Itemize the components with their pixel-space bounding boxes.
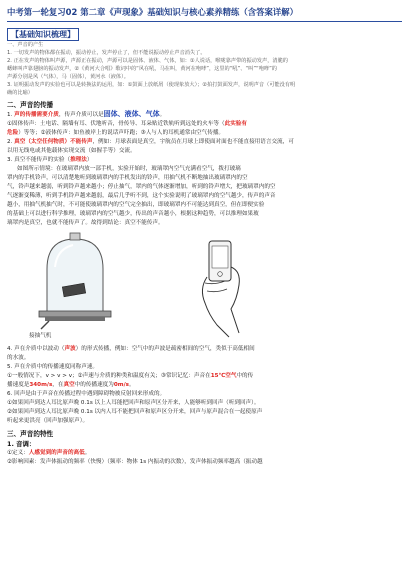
line: 6. 回声是由于声音在传播过程中遇到障碍物被反射回来形成的。 — [7, 391, 166, 397]
section-header: 【基础知识梳理】 — [7, 28, 79, 41]
section-heading-properties: 三、声音的特性 — [7, 430, 54, 438]
bell-jar-illustration — [29, 231, 121, 343]
highlight-red: 此实验有 — [224, 121, 247, 127]
text: 。 — [128, 382, 135, 388]
text: ）的形式传播，例如：空气中的声波是疏密相间的空气，类似于高低相间 — [75, 346, 255, 352]
paragraph-line: 璃罩内是真空，也就不能传声了。故得到结论：真空不能传声。 — [7, 220, 164, 226]
highlight-red: 危险 — [7, 130, 19, 136]
text: ①一般情况下，v — [7, 373, 49, 379]
line — [7, 120, 402, 129]
paragraph-line: 气逐渐变稀薄，听到手机铃声越来越弱，最后几乎听不到，这个实验说明了玻璃罩内的空气越少，传声的声音 — [7, 193, 276, 199]
text: 4. 声在介质中以波动（ — [7, 346, 65, 352]
hand-phone-illustration — [195, 237, 259, 339]
highlight-red: 340m/s — [29, 382, 53, 388]
highlight-red: 真空（太空任何物质）不能传声 — [14, 139, 93, 145]
text: ，例如：月球表面是真空，宇航员在月球上即使面对面也不能直接用语言交流，可 — [92, 139, 294, 145]
highlight-red: 15℃空气 — [210, 373, 237, 379]
paragraph-line: 罩内的手机铃声，可以清楚地听到玻璃罩内的手机发出的铃声，用抽气机不断地抽出玻璃罩内的空 — [7, 175, 248, 181]
highlight-red: 人感觉到的声音的高低 — [28, 450, 85, 456]
line: ②如果回声到达人耳比原声晚 0.1s 以内人耳不能把回声和原声区分开来，回声与原声混合在一起使原声 — [7, 409, 263, 415]
highlight-red: 声的传播需要介质 — [14, 112, 59, 118]
text: 。 — [84, 450, 91, 456]
intro-line: 确的比喻） — [7, 90, 33, 96]
paragraph-line: 的基础上可以进行科学推理，玻璃罩内的空气越少，传出的声音越小，根据这种趋势，可以推理如果玻 — [7, 211, 259, 217]
text: ①固体传声：土电话、隔墙有耳、伏地听音，骨传导、耳朵贴近铁轨听到远处的火车等（ — [7, 121, 225, 127]
properties-block — [7, 439, 402, 467]
intro-line: 声源分别是风（气体），马（固体），黄河水（液体）。 — [7, 74, 129, 80]
highlight-blue: 固体、液体、气体 — [103, 110, 160, 118]
line — [7, 381, 402, 390]
line: 1. 音调： — [7, 440, 36, 448]
highlight-red: 推理法 — [70, 157, 87, 163]
text: > v — [48, 373, 61, 379]
line: 以用无线电或其他载体实现交流（如握手等）交流。 — [7, 148, 136, 154]
text: 1. — [7, 112, 15, 118]
line — [7, 345, 402, 354]
intro-line: 1. 一切发声的物体都在振动，振动停止，发声停止了，但不能说振动停止声音消失了。 — [7, 50, 206, 56]
text: ；②声速与介质的种类和温度有关；③常识记忆：声音在 — [72, 373, 211, 379]
paragraph-line: 越小，用抽气机抽气时，不可能使玻璃罩内的空气完全抽出，即玻璃罩内不可能达到真空，但在即便实验 — [7, 202, 265, 208]
line: 5. 声在介质中的传播速度同称声速。 — [7, 364, 99, 370]
text: 播速度是 — [7, 382, 30, 388]
figure-caption: 接抽气机 — [29, 333, 52, 339]
line — [7, 156, 402, 165]
text: > v — [60, 373, 73, 379]
line — [7, 138, 402, 147]
propagation-block-2 — [7, 345, 402, 426]
section-heading-propagation: 二、声音的传播 — [7, 101, 54, 109]
highlight-red: 0m/s — [113, 382, 129, 388]
line — [7, 449, 402, 458]
intro-line: 蟋蟀叫声靠翅膀的振动发声，②《黄河大合唱》歌词中的“风在吼，马在叫，黄河在咆哮”，这里的“吼”、“叫”“咆哮”的 — [7, 66, 277, 72]
text: ）等等；②液体传声：如鱼被岸上的说话声吓跑；③人与人的耳机通常由空气传播。 — [18, 130, 225, 136]
page-title: 中考第一轮复习02 第二章《声现象》基础知识与核心素养精练（含答案详解） — [7, 6, 402, 22]
line — [7, 129, 402, 138]
paragraph-line: 如图所示情境：在玻璃罩内放一部手机，实验开始时，玻璃罩内空气充满看空气，拨打玻璃 — [17, 166, 241, 172]
paragraph-line: 气，铃声越来越弱，听到铃声越来越小；停止抽气，罩内的气体逐渐增加，听到的铃声增大，把玻璃罩内的空 — [7, 184, 276, 190]
intro-line: 2. 正在发声的物体叫声源，声源正在振动，声源可以是固体、液体、气体，如：①人说话，喉咙靠声带的振动发声，清脆的 — [7, 58, 288, 64]
line: ②影响因素：发声体振动的频率（快慢）（频率：物体 1s 内振动的次数），发声体振动频率越高（振动越 — [7, 459, 263, 465]
text: ） — [86, 157, 93, 163]
text: ①定义： — [7, 450, 29, 456]
highlight-red: 声波 — [64, 346, 76, 352]
line — [7, 110, 402, 120]
figure-area — [7, 231, 402, 343]
text: ，在 — [52, 382, 64, 388]
propagation-block — [7, 110, 402, 228]
text: 中的传播速度为 — [74, 382, 114, 388]
text: 3. 真空不能传声的实验（ — [7, 157, 71, 163]
line: ①如果回声到达人耳比原声晚 0.1s 以上人耳能把回声和原声区分开来，人能够听到回声（听到回声）。 — [7, 400, 260, 406]
line: 的水波。 — [7, 355, 30, 361]
intro-heading: 一、声音的产生 — [7, 42, 44, 48]
line — [7, 372, 402, 381]
text: 中的传 — [236, 373, 254, 379]
intro-block — [7, 41, 402, 97]
text: 2. — [7, 139, 15, 145]
line: 听起来更洪亮（回声加强原声）。 — [7, 418, 89, 424]
highlight-red: 真空 — [63, 382, 75, 388]
intro-line: 3. 证明振动发声的实验也可以是转换法的运用，如：①鼓面上放纸屑（使现象放大）；②拍打鼓面发声，说明声音（可能没有明 — [7, 82, 296, 88]
text: ，传声介质可以是 — [58, 112, 104, 118]
text: 。 — [159, 112, 166, 118]
